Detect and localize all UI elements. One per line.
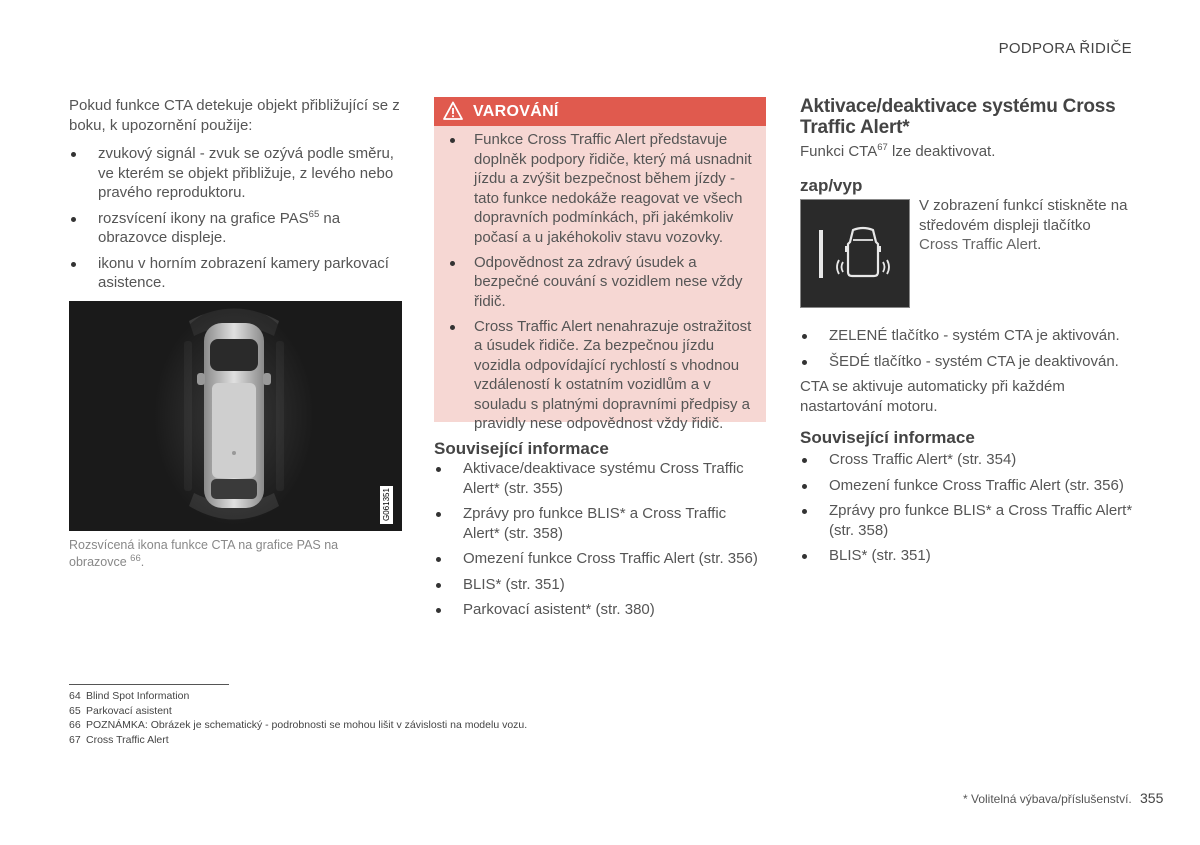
related-link[interactable]: Omezení funkce Cross Traffic Alert (str. 356) <box>434 549 764 569</box>
button-label: Cross Traffic Alert <box>919 236 1038 253</box>
related-info-list <box>800 450 1135 566</box>
footnote: 67 Cross Traffic Alert <box>69 733 169 746</box>
pas-graphic-image <box>69 301 402 531</box>
footnote: 66 POZNÁMKA: Obrázek je schematický - podrobnosti se mohou lišit v závislosti na modelu vozu. <box>69 719 528 731</box>
figure-caption: Rozsvícená ikona funkce CTA na grafice PAS na obrazovce $^{66}$. <box>69 538 339 569</box>
warning-title: VAROVÁNÍ <box>473 103 559 120</box>
cta-alert-list <box>69 144 404 293</box>
list-item: ZELENÉ tlačítko - systém CTA je aktivován. <box>800 326 1135 346</box>
figure-code: G061351 <box>382 488 391 521</box>
optional-equipment-note: * Volitelná výbava/příslušenství. <box>963 792 1132 806</box>
related-link[interactable]: Zprávy pro funkce BLIS* a Cross Traffic Alert* (str. 358) <box>434 504 764 543</box>
deactivation-intro: Funkci CTA$^{67}$ lze deaktivovat. <box>800 142 996 160</box>
list-item: ŠEDÉ tlačítko - systém CTA je deaktivován. <box>800 352 1135 372</box>
related-link[interactable]: Omezení funkce Cross Traffic Alert (str. 356) <box>800 476 1135 496</box>
section-title: PODPORA ŘIDIČE <box>998 40 1132 57</box>
related-info-heading: Související informace <box>800 428 975 447</box>
footnote: 65 Parkovací asistent <box>69 704 172 717</box>
auto-activation-text: CTA se aktivuje automaticky při každém nastartování motoru. <box>800 378 1065 415</box>
warning-list <box>444 130 756 434</box>
related-link[interactable]: Cross Traffic Alert* (str. 354) <box>800 450 1135 470</box>
related-link[interactable]: Aktivace/deaktivace systému Cross Traffic Alert* (str. 355) <box>434 459 764 498</box>
list-item: Funkce Cross Traffic Alert představuje doplněk podpory řidiče, který má usnadnit jízdu a zvýšit bezpečnost během jízdy - tato funkce nedokáže reagovat ve všech dopravních podmínkách, při jakémkoliv počasí a u jakéhokoliv stavu vozovky. <box>444 130 756 247</box>
list-item: rozsvícení ikony na grafice PAS$^{65}$ na obrazovce displeje. <box>69 209 404 248</box>
on-off-heading: zap/vyp <box>800 176 863 195</box>
cross-traffic-alert-button-image <box>800 199 910 308</box>
list-item: Cross Traffic Alert nenahrazuje ostražitost a úsudek řidiče. Za bezpečnou jízdu vozidla odpovídající rychlostí s vhodnou vzdáleností k ostatním vozidlům a v souladu s platnými dopravními předpisy a pravidly nese odpovědnost vždy řidič. <box>444 317 756 434</box>
related-link[interactable]: Parkovací asistent* (str. 380) <box>434 600 764 620</box>
list-item: zvukový signál - zvuk se ozývá podle směru, ve kterém se objekt přibližuje, z levého nebo pravého reproduktoru. <box>69 144 404 203</box>
page-number: 355 <box>1140 790 1164 806</box>
button-state-list <box>800 326 1135 371</box>
warning-triangle-icon <box>443 101 463 121</box>
footnote-divider <box>69 684 229 685</box>
related-link[interactable]: Zprávy pro funkce BLIS* a Cross Traffic Alert* (str. 358) <box>800 501 1135 540</box>
button-instruction: V zobrazení funkcí stiskněte na středovém displeji tlačítko Cross Traffic Alert. <box>919 197 1128 253</box>
activation-heading: Aktivace/deaktivace systému Cross Traffic Alert* <box>800 96 1116 138</box>
footnote: 64 Blind Spot Information <box>69 690 190 702</box>
related-link[interactable]: BLIS* (str. 351) <box>800 546 1135 566</box>
related-info-list <box>434 459 764 620</box>
warning-box <box>434 126 766 432</box>
car-top-view-illustration <box>69 301 402 531</box>
related-info-heading: Související informace <box>434 439 609 458</box>
related-link[interactable]: BLIS* (str. 351) <box>434 575 764 595</box>
list-item: ikonu v horním zobrazení kamery parkovací asistence. <box>69 254 404 293</box>
footnotes <box>69 689 527 747</box>
list-item: Odpovědnost za zdravý úsudek a bezpečné couvání s vozidlem nese vždy řidič. <box>444 253 756 312</box>
warning-header <box>434 97 766 126</box>
cta-intro-text: Pokud funkce CTA detekuje objekt přibližující se z boku, k upozornění použije: <box>69 97 400 134</box>
